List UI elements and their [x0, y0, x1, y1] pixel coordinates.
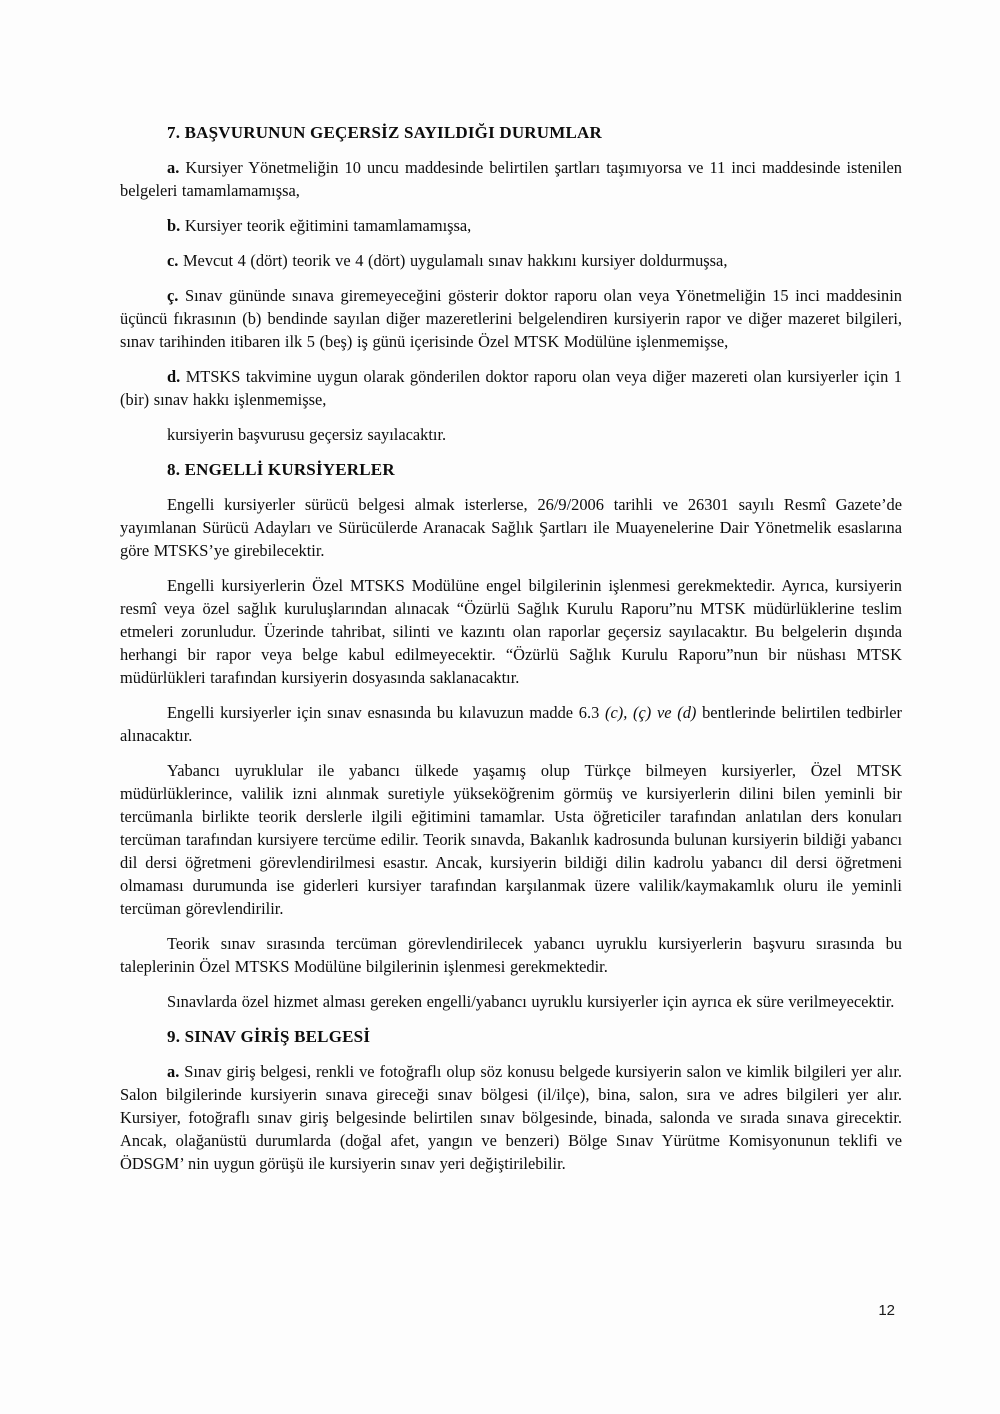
text-segment: a.: [167, 158, 180, 177]
text-segment: kursiyerin başvurusu geçersiz sayılacaktır.: [167, 425, 447, 444]
section-heading: [120, 121, 902, 144]
page-number: 12: [878, 1302, 895, 1319]
document-body: [120, 121, 902, 1187]
section-heading: [120, 458, 902, 481]
text-segment: Sınav giriş belgesi, renkli ve fotoğraflı olup söz konusu belgede kursiyerin salon ve kimlik bilgileri yer alır. Salon bilgilerinde kursiyerin sınava gireceği sınav bölgesi (il/ilçe), bina, salon, sıra ve adres bilgileri yer alır. Kursiyer, fotoğraflı sınav giriş belgesinde belirtilen sınav bölgesinde, binada, salonda ve sırada sınava girecektir. Ancak, olağanüstü durumlarda (doğal afet, yangın ve benzeri) Bölge Sınav Yürütme Komisyonunun teklifi ve ÖDSGM’ nin uygun görüşü ile kursiyerin sınav yeri değiştirilebilir.: [120, 1062, 902, 1173]
text-segment: Sınavlarda özel hizmet alması gereken engelli/yabancı uyruklu kursiyerler için ayrıca ek süre verilmeyecektir.: [167, 992, 895, 1011]
paragraph: [120, 284, 902, 353]
paragraph: [120, 156, 902, 202]
text-segment: 9. SINAV GİRİŞ BELGESİ: [167, 1027, 371, 1046]
text-segment: c.: [167, 251, 179, 270]
text-segment: Engelli kursiyerler sürücü belgesi almak isterlerse, 26/9/2006 tarihli ve 26301 sayılı Resmî Gazete’de yayımlanan Sürücü Adayları ve Sürücülerde Aranacak Sağlık Şartları ile Muayenelerine Dair Yönetmelik esaslarına göre MTSKS’ye girebilecektir.: [120, 495, 902, 560]
paragraph: [120, 423, 902, 446]
paragraph: [120, 249, 902, 272]
paragraph: [120, 365, 902, 411]
paragraph: [120, 701, 902, 747]
paragraph: [120, 990, 902, 1013]
text-segment: Kursiyer teorik eğitimini tamamlamamışsa,: [180, 216, 472, 235]
text-segment: Engelli kursiyerler için sınav esnasında bu kılavuzun madde 6.3: [167, 703, 606, 722]
text-segment: Engelli kursiyerlerin Özel MTSKS Modülüne engel bilgilerinin işlenmesi gerekmektedir. Ayrıca, kursiyerin resmî veya özel sağlık kuruluşlarından alınacak “Özürlü Sağlık Kurulu Raporu”nu MTSK müdürlüklerine teslim etmeleri zorunludur. Üzerinde tahribat, silinti ve kazıntı olan raporlar geçersiz sayılacaktır. Bu belgelerin dışında herhangi bir rapor veya belge kabul edilmeyecektir. “Özürlü Sağlık Kurulu Raporu”nun bir nüshası MTSK müdürlükleri tarafından kursiyerin dosyasında saklanacaktır.: [120, 576, 902, 687]
text-segment: Mevcut 4 (dört) teorik ve 4 (dört) uygulamalı sınav hakkını kursiyer doldurmuşsa,: [178, 251, 728, 270]
text-segment: d.: [167, 367, 181, 386]
paragraph: [120, 1060, 902, 1175]
text-segment: Sınav gününde sınava giremeyeceğini gösterir doktor raporu olan veya Yönetmeliğin 15 inci maddesinin üçüncü fıkrasının (b) bendinde sayılan diğer mazeretlerini belgelendiren kursiyerin rapor ve diğer mazeret bilgileri, sınav tarihinden itibaren ilk 5 (beş) iş günü içerisinde Özel MTSK Modülüne işlenmemişse,: [120, 286, 902, 351]
text-segment: ç.: [167, 286, 179, 305]
paragraph: [120, 932, 902, 978]
text-segment: Kursiyer Yönetmeliğin 10 uncu maddesinde belirtilen şartları taşımıyorsa ve 11 inci maddesinde istenilen belgeleri tamamlamamışsa,: [120, 158, 902, 200]
paragraph: [120, 214, 902, 237]
text-segment: MTSKS takvimine uygun olarak gönderilen doktor raporu olan veya diğer mazereti olan kursiyerler için 1 (bir) sınav hakkı işlenmemişse,: [120, 367, 902, 409]
paragraph: [120, 574, 902, 689]
text-segment: Teorik sınav sırasında tercüman görevlendirilecek yabancı uyruklu kursiyerlerin başvuru sırasında bu taleplerinin Özel MTSKS Modülüne bilgilerinin işlenmesi gerekmektedir.: [120, 934, 902, 976]
paragraph: [120, 493, 902, 562]
section-heading: [120, 1025, 902, 1048]
text-segment: a.: [167, 1062, 180, 1081]
text-segment: Yabancı uyruklular ile yabancı ülkede yaşamış olup Türkçe bilmeyen kursiyerler, Özel MTSK müdürlüklerince, valilik izni alınmak suretiyle yükseköğrenim görmüş ve kursiyerlerin dilini bilen yeminli bir tercümanla birlikte teorik derslerle ilgili eğitimini tamamlar. Usta öğreticiler tarafından anlatılan ders konuları tercüman tarafından kursiyere tercüme edilir. Teorik sınavda, Bakanlık kadrosunda bulunan kursiyerin bildiği yabancı dil dersi öğretmeni görevlendirilmesi esastır. Ancak, kursiyerin bildiği dilin kadrolu yabancı dil dersi öğretmeni olmaması durumunda ise giderleri kursiyer tarafından karşılanmak üzere valilik/kaymakamlık oluru ile yeminli tercüman görevlendirilir.: [120, 761, 902, 918]
text-segment: (c), (ç) ve (d): [605, 703, 697, 722]
text-segment: b.: [167, 216, 181, 235]
text-segment: 8. ENGELLİ KURSİYERLER: [167, 460, 395, 479]
text-segment: 7. BAŞVURUNUN GEÇERSİZ SAYILDIĞI DURUMLAR: [167, 123, 603, 142]
text-segment: bentlerinde belirtilen tedbirler alınacaktır.: [120, 703, 902, 745]
paragraph: [120, 759, 902, 920]
